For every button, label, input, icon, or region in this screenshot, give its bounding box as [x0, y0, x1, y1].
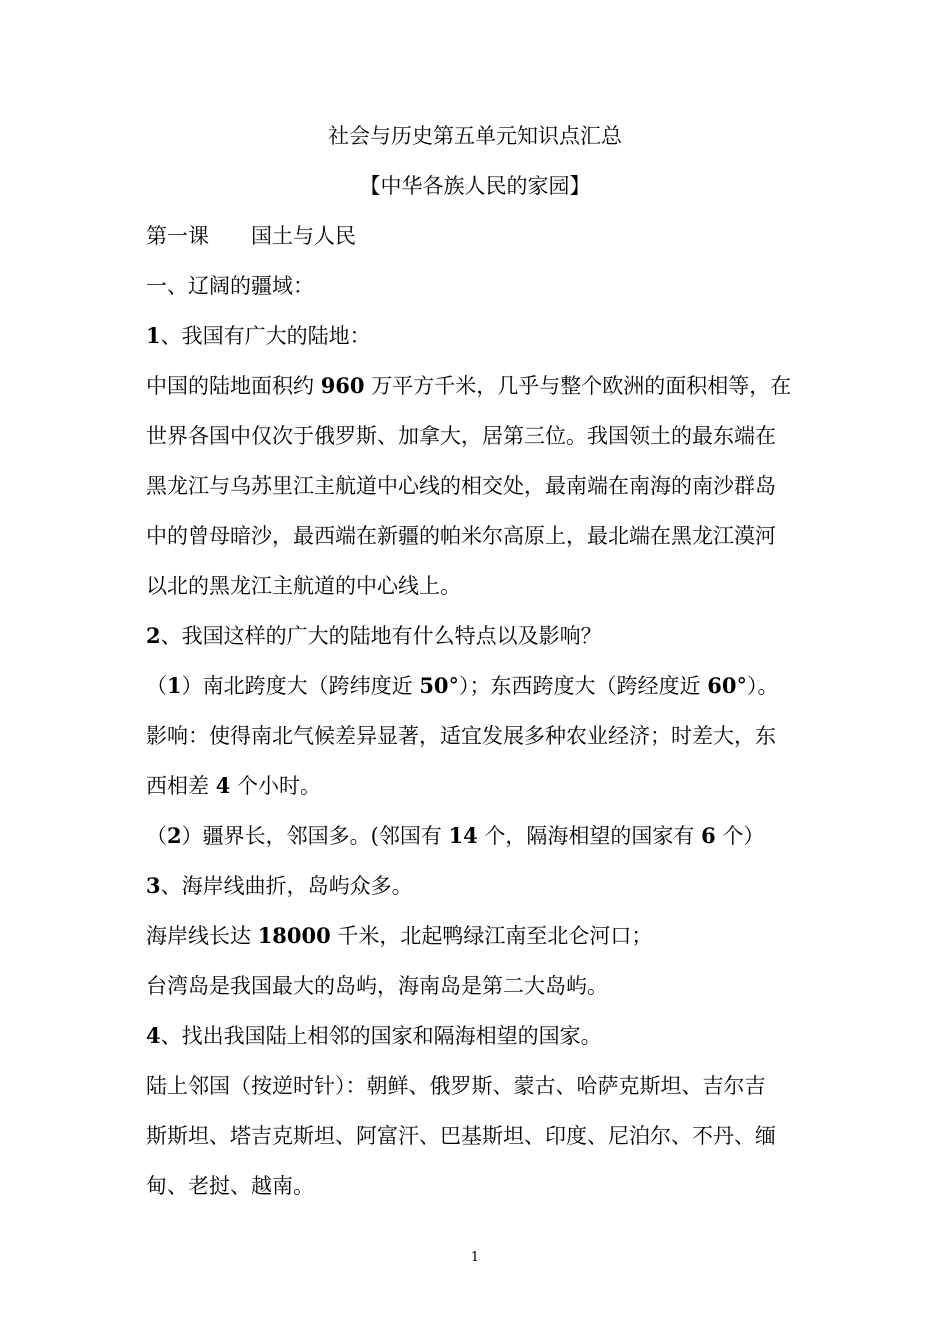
paragraph-line: 以北的黑龙江主航道的中心线上。 — [146, 574, 461, 598]
number-run: 960 — [320, 373, 365, 398]
number-run: 14 — [448, 823, 478, 848]
paragraph-line — [146, 824, 816, 848]
text-run: 个，隔海相望的国家有 — [477, 824, 702, 848]
question-text: 、我国这样的广大的陆地有什么特点以及影响？ — [160, 624, 602, 648]
text-run: ）南北跨度大（跨纬度近 — [181, 674, 420, 698]
paragraph-line: 中的曾母暗沙，最西端在新疆的帕米尔高原上，最北端在黑龙江漠河 — [146, 524, 776, 548]
paragraph-line — [146, 924, 816, 948]
paragraph-line: 黑龙江与乌苏里江主航道中心线的相交处，最南端在南海的南沙群岛 — [146, 474, 776, 498]
question-number: 3 — [146, 873, 161, 898]
question-1 — [146, 324, 816, 348]
question-number: 2 — [146, 623, 161, 648]
text-run: 中国的陆地面积约 — [146, 374, 321, 398]
number-run: 18000 — [257, 923, 331, 948]
text-run: （ — [146, 674, 167, 698]
question-text: 、我国有广大的陆地： — [160, 324, 371, 348]
text-run: 千米，北起鸭绿江南至北仑河口； — [330, 924, 653, 948]
paragraph-line — [146, 374, 816, 398]
section-heading: 一、辽阔的疆域： — [146, 274, 314, 298]
text-run: °）。 — [736, 674, 779, 698]
number-run: 6 — [701, 823, 716, 848]
paragraph-line: 台湾岛是我国最大的岛屿，海南岛是第二大岛屿。 — [146, 974, 608, 998]
question-4 — [146, 1024, 816, 1048]
text-run: 个） — [715, 824, 765, 848]
lesson-heading: 第一课 国土与人民 — [146, 224, 356, 248]
text-run: ）疆界长，邻国多。(邻国有 — [181, 824, 449, 848]
number-run: 2 — [167, 823, 182, 848]
question-number: 1 — [146, 323, 161, 348]
page-number: 1 — [470, 1250, 480, 1265]
text-run: （ — [146, 824, 167, 848]
text-run: 个小时。 — [230, 774, 321, 798]
document-subtitle: 【中华各族人民的家园】 — [359, 174, 591, 198]
question-2 — [146, 624, 816, 648]
number-run: 4 — [215, 773, 231, 798]
number-run: 50 — [419, 673, 449, 698]
number-run: 60 — [707, 673, 737, 698]
text-run: 西相差 — [146, 774, 216, 798]
question-text: 、找出我国陆上相邻的国家和隔海相望的国家。 — [160, 1024, 602, 1048]
paragraph-line: 陆上邻国（按逆时针）：朝鲜、俄罗斯、蒙古、哈萨克斯坦、吉尔吉 — [146, 1074, 766, 1098]
number-run: 1 — [167, 673, 182, 698]
text-run: °）；东西跨度大（跨经度近 — [448, 674, 708, 698]
text-run: 万平方千米，几乎与整个欧洲的面积相等，在 — [364, 374, 792, 398]
text-run: 海岸线长达 — [146, 924, 258, 948]
paragraph-line: 影响：使得南北气候差异显著，适宜发展多种农业经济；时差大，东 — [146, 724, 776, 748]
paragraph-line — [146, 774, 816, 798]
paragraph-line: 甸、老挝、越南。 — [146, 1174, 314, 1198]
paragraph-line — [146, 674, 816, 698]
question-number: 4 — [146, 1023, 161, 1048]
paragraph-line: 世界各国中仅次于俄罗斯、加拿大，居第三位。我国领土的最东端在 — [146, 424, 776, 448]
question-3 — [146, 874, 816, 898]
paragraph-line: 斯斯坦、塔吉克斯坦、阿富汗、巴基斯坦、印度、尼泊尔、不丹、缅 — [146, 1124, 776, 1148]
question-text: 、海岸线曲折，岛屿众多。 — [160, 874, 413, 898]
document-title: 社会与历史第五单元知识点汇总 — [328, 124, 622, 148]
